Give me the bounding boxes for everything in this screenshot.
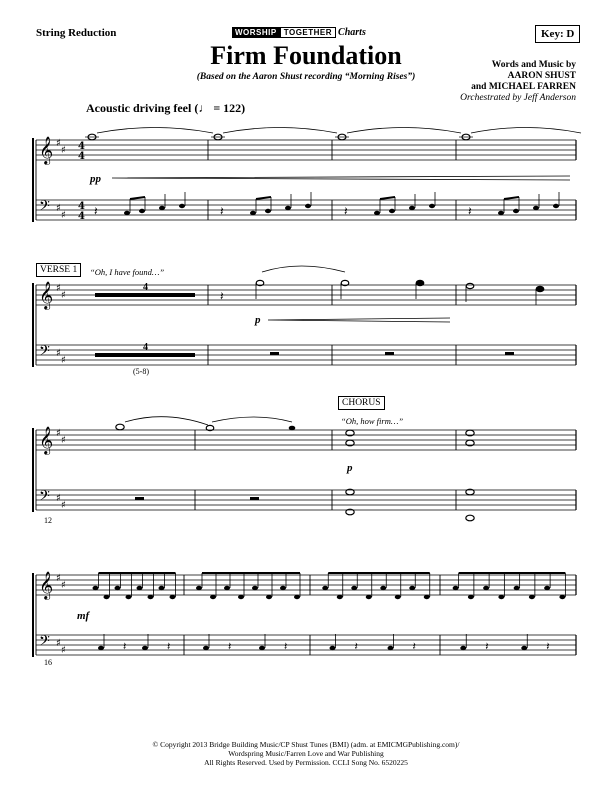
- note-head: [395, 595, 401, 599]
- sharp-icon: ♯: [61, 145, 66, 156]
- note-head: [553, 204, 559, 208]
- tie: [347, 128, 461, 134]
- note-head: [179, 204, 185, 208]
- note-head: [224, 586, 230, 590]
- barlines: [33, 138, 576, 657]
- dynamic-p: p: [255, 314, 261, 326]
- note-head: [203, 646, 209, 650]
- note-head: [170, 595, 176, 599]
- note-head: [289, 426, 296, 431]
- sharp-icon: ♯: [61, 290, 66, 301]
- tempo-text: Acoustic driving feel: [86, 101, 192, 115]
- quarter-rest: 𝄽: [220, 204, 224, 218]
- hairpin: [112, 176, 570, 180]
- multirest-count-bass: 4: [143, 342, 148, 353]
- whole-rest: [135, 497, 144, 500]
- quarter-rest: 𝄽: [228, 640, 232, 653]
- treble-clef: 𝄞: [39, 136, 54, 164]
- note-head: [285, 206, 291, 210]
- note-head: [366, 595, 372, 599]
- note-head: [238, 595, 244, 599]
- credits-line: Words and Music by: [491, 60, 576, 70]
- brand-together: TOGETHER: [280, 27, 336, 38]
- bass-clef: 𝄢: [39, 198, 50, 218]
- note-head: [196, 586, 202, 590]
- sharp-icon: ♯: [61, 645, 66, 656]
- dynamic-p: p: [347, 462, 353, 474]
- note-head: [137, 586, 143, 590]
- tie: [223, 128, 337, 134]
- note-head: [559, 595, 565, 599]
- sharp-icon: ♯: [56, 493, 61, 504]
- lyric-cue-chorus: “Oh, how firm…”: [341, 416, 404, 426]
- note-head: [498, 595, 504, 599]
- note-head: [536, 286, 544, 291]
- credits-line: and MICHAEL FARREN: [471, 82, 576, 92]
- sharp-icon: ♯: [56, 283, 61, 294]
- treble-clef: 𝄞: [39, 426, 54, 454]
- whole-rest: [505, 352, 514, 355]
- bass-clef: 𝄢: [39, 488, 50, 508]
- note-head: [544, 586, 550, 590]
- beam: [130, 197, 145, 199]
- beam: [504, 197, 519, 199]
- note-head: [322, 586, 328, 590]
- measure-range: (5-8): [133, 367, 149, 376]
- whole-note: [116, 424, 124, 430]
- note-head: [388, 646, 394, 650]
- measure-number: 16: [44, 658, 52, 667]
- staff-lines: [36, 140, 576, 655]
- note-head: [498, 211, 504, 215]
- footer-line: Wordspring Music/Farren Love and War Publishing: [228, 749, 384, 758]
- sharp-icon: ♯: [61, 500, 66, 511]
- note-head: [280, 586, 286, 590]
- multirest-bar: [95, 353, 195, 357]
- note-head: [148, 595, 154, 599]
- footer-line: © Copyright 2013 Bridge Building Music/CP Shust Tunes (BMI) (adm. at EMICMGPublishing.com)/: [152, 740, 460, 749]
- sharp-icon: ♯: [56, 203, 61, 214]
- sharp-icon: ♯: [61, 355, 66, 366]
- note-head: [529, 595, 535, 599]
- quarter-rest: 𝄽: [167, 640, 171, 653]
- beam: [380, 197, 395, 199]
- sharp-icon: ♯: [61, 580, 66, 591]
- whole-rest: [385, 352, 394, 355]
- tie: [471, 128, 581, 134]
- note-head: [468, 595, 474, 599]
- note-head: [389, 209, 395, 213]
- note-head: [533, 206, 539, 210]
- sharp-icon: ♯: [56, 348, 61, 359]
- copyright-footer: [0, 740, 612, 767]
- bass-clef: 𝄢: [39, 343, 50, 363]
- quarter-rest: 𝄽: [354, 640, 358, 653]
- quarter-rest: 𝄽: [94, 204, 98, 218]
- note-head: [514, 586, 520, 590]
- note-head: [210, 595, 216, 599]
- quarter-rest: 𝄽: [546, 640, 550, 653]
- note-head: [266, 595, 272, 599]
- note-head: [351, 586, 357, 590]
- note-head: [265, 209, 271, 213]
- tie: [97, 128, 213, 134]
- note-head: [409, 586, 415, 590]
- note-head: [98, 646, 104, 650]
- time-signature: 4: [78, 141, 85, 152]
- note-head: [115, 586, 121, 590]
- treble-clef: 𝄞: [39, 571, 54, 599]
- quarter-rest: 𝄽: [412, 640, 416, 653]
- note-head: [250, 211, 256, 215]
- brand-worship: WORSHIP: [232, 27, 280, 38]
- treble-clef: 𝄞: [39, 281, 54, 309]
- quarter-rest: 𝄽: [123, 640, 127, 653]
- multirest-count: 4: [143, 282, 148, 293]
- credits-line: Orchestrated by Jeff Anderson: [460, 93, 576, 103]
- time-signature: 4: [78, 211, 85, 222]
- note-head: [374, 211, 380, 215]
- quarter-rest: 𝄽: [468, 204, 472, 218]
- note-head: [380, 586, 386, 590]
- note-head: [483, 586, 489, 590]
- bass-clef: 𝄢: [39, 633, 50, 653]
- credits-line: AARON SHUST: [507, 71, 576, 81]
- note-head: [521, 646, 527, 650]
- time-signature: 4: [78, 151, 85, 162]
- key-badge: Key: D: [535, 25, 580, 43]
- multirest-bar: [95, 293, 195, 297]
- tie: [125, 417, 208, 425]
- note-head: [93, 586, 99, 590]
- beam: [256, 197, 271, 199]
- quarter-rest: 𝄽: [284, 640, 288, 653]
- note-head: [104, 595, 110, 599]
- whole-rest: [250, 497, 259, 500]
- note-head: [259, 646, 265, 650]
- dynamic-mf: mf: [77, 610, 90, 622]
- note-head: [337, 595, 343, 599]
- note-head: [139, 209, 145, 213]
- quarter-rest: 𝄽: [220, 289, 224, 303]
- page-title: Firm Foundation: [210, 41, 402, 70]
- dynamic-pp: pp: [90, 173, 101, 185]
- note-head: [330, 646, 336, 650]
- hairpin: [268, 318, 450, 322]
- sharp-icon: ♯: [56, 138, 61, 149]
- sharp-icon: ♯: [56, 573, 61, 584]
- lyric-cue-verse1: “Oh, I have found…”: [90, 267, 165, 277]
- note-head: [513, 209, 519, 213]
- sharp-icon: ♯: [56, 638, 61, 649]
- slur: [262, 266, 345, 272]
- note-head: [124, 211, 130, 215]
- note-head: [416, 280, 424, 285]
- sharp-icon: ♯: [61, 210, 66, 221]
- note-head: [126, 595, 132, 599]
- tempo-value: (♩ = 122): [194, 101, 246, 115]
- note-head: [460, 646, 466, 650]
- sharp-icon: ♯: [61, 435, 66, 446]
- note-head: [453, 586, 459, 590]
- note-head: [142, 646, 148, 650]
- note-head: [305, 204, 311, 208]
- slur: [212, 417, 292, 422]
- quarter-rest: 𝄽: [344, 204, 348, 218]
- note-head: [466, 283, 474, 288]
- part-label: String Reduction: [36, 27, 117, 39]
- note-head: [424, 595, 430, 599]
- note-head: [409, 206, 415, 210]
- note-head: [159, 586, 165, 590]
- whole-rest: [270, 352, 279, 355]
- footer-line: All Rights Reserved. Used by Permission. CCLI Song No. 6520225: [204, 758, 408, 767]
- rehearsal-chorus: CHORUS: [338, 396, 385, 410]
- note-head: [294, 595, 300, 599]
- note-head: [429, 204, 435, 208]
- brand-charts: Charts: [338, 27, 366, 38]
- quarter-rest: 𝄽: [485, 640, 489, 653]
- note-head: [252, 586, 258, 590]
- ties: [97, 128, 581, 426]
- note-head: [159, 206, 165, 210]
- sharp-icon: ♯: [56, 428, 61, 439]
- time-signature: 4: [78, 201, 85, 212]
- measure-number: 12: [44, 516, 52, 525]
- rehearsal-verse1: VERSE 1: [36, 263, 81, 277]
- page-subtitle: (Based on the Aaron Shust recording “Morning Rises”): [196, 72, 416, 82]
- whole-note: [466, 515, 474, 521]
- clefs: [39, 136, 85, 656]
